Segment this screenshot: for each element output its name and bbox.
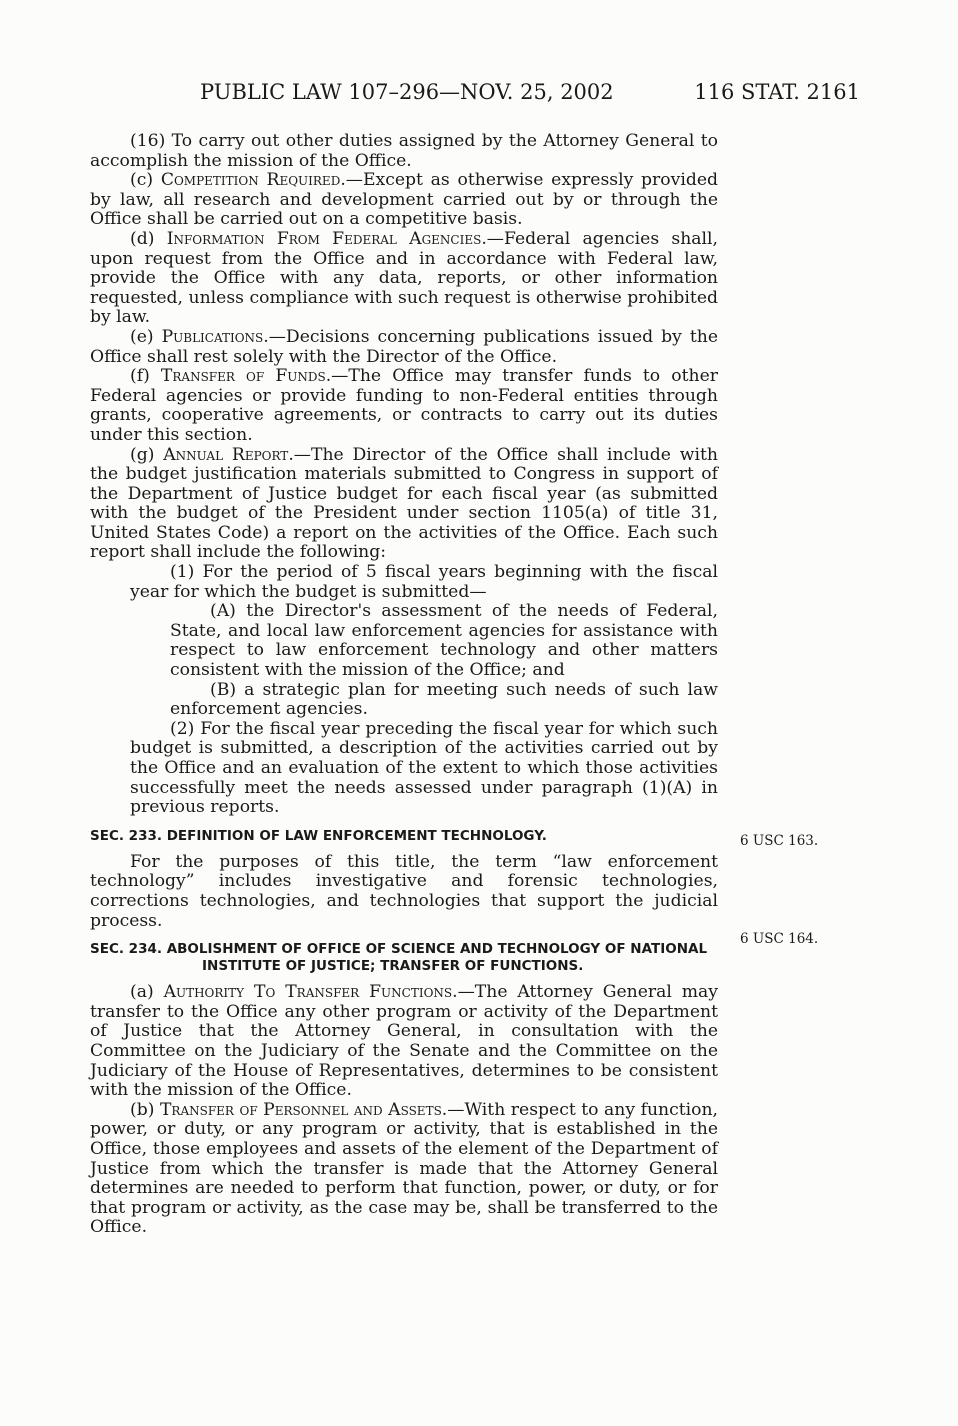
- public-law-citation: PUBLIC LAW 107–296—NOV. 25, 2002: [200, 80, 614, 104]
- document-body: [90, 132, 718, 1238]
- paragraph-g1: (1) For the period of 5 fiscal years beginning with the fiscal year for which the budget is submitted—: [130, 562, 718, 602]
- subparagraph-g1B: (B) a strategic plan for meeting such needs of such law enforcement agencies.: [170, 679, 718, 720]
- subparagraph-g1A: (A) the Director's assessment of the needs of Federal, State, and local law enforcement agencies for assistance with respect to law enforcement technology and other matters consistent with the mission of the Office; and: [170, 601, 718, 681]
- subsection-e: (e) Publications.—Decisions concerning publications issued by the Office shall rest solely with the Director of the Office.: [90, 326, 719, 367]
- section-233-heading: SEC. 233. DEFINITION OF LAW ENFORCEMENT TECHNOLOGY.: [90, 827, 547, 844]
- section-233-text: For the purposes of this title, the term “law enforcement technology” includes investigative and forensic technologies, corrections technologies, and technologies that support the judicial process.: [90, 851, 718, 931]
- paragraph-g2: (2) For the fiscal year preceding the fiscal year for which such budget is submitted, a description of the activities carried out by the Office and an evaluation of the extent to which those activities successfully meet the needs assessed under paragraph (1)(A) in previous reports.: [130, 718, 718, 818]
- margin-note-6-usc-164: 6 USC 164.: [740, 931, 819, 947]
- subsection-g: (g) Annual Report.—The Director of the Office shall include with the budget justification materials submitted to Congress in support of the Department of Justice budget for each fiscal year (as submitted with the budget of the President under section 1105(a) of title 31, United States Code) a report on the activities of the Office. Each such report shall include the following:: [90, 444, 718, 563]
- section-234-heading: SEC. 234. ABOLISHMENT OF OFFICE OF SCIENCE AND TECHNOLOGY OF NATIONAL INSTITUTE OF JUSTICE; TRANSFER OF FUNCTIONS.: [90, 941, 708, 975]
- section-234-a-heading: Authority To Transfer Functions: [163, 982, 453, 1003]
- section-234-subsection-a: (a) Authority To Transfer Functions.—The Attorney General may transfer to the Office any other program or activity of the Department of Justice that the Attorney General, in consultation with the Committee on the Judiciary of the Senate and the Committee on the Judiciary of the House of Representatives, determines to be consistent with the mission of the Office.: [90, 982, 718, 1101]
- subsection-f-heading: Transfer of Funds: [160, 366, 326, 387]
- subsection-f: (f) Transfer of Funds.—The Office may transfer funds to other Federal agencies or provide funding to non-Federal entities through grants, cooperative agreements, or contracts to carry out its duties under this section.: [90, 366, 718, 445]
- subsection-d-heading: Information From Federal Agencies: [166, 228, 482, 249]
- subsection-g-heading: Annual Report: [163, 444, 289, 465]
- statute-page-number: 116 STAT. 2161: [694, 80, 860, 104]
- paragraph-16: (16) To carry out other duties assigned by the Attorney General to accomplish the mission of the Office.: [90, 131, 718, 171]
- subsection-d: (d) Information From Federal Agencies.—Federal agencies shall, upon request from the Office and in accordance with Federal law, provide the Office with any data, reports, or other information requested, unless compliance with such request is otherwise prohibited by law.: [90, 228, 718, 328]
- section-234-b-heading: Transfer of Personnel and Assets: [159, 1099, 442, 1120]
- subsection-c-heading: Competition Required: [160, 170, 341, 191]
- subsection-c: (c) Competition Required.—Except as otherwise expressly provided by law, all research and development carried out by or through the Office shall be carried out on a competitive basis.: [90, 170, 718, 230]
- subsection-e-heading: Publications: [161, 326, 264, 347]
- section-234-subsection-b: (b) Transfer of Personnel and Assets.—With respect to any function, power, or duty, or any program or activity, that is established in the Office, those employees and assets of the element of the Department of Justice from which the transfer is made that the Attorney General determines are needed to perform that function, power, or duty, or for that program or activity, as the case may be, shall be transferred to the Office.: [90, 1099, 718, 1238]
- margin-note-6-usc-163: 6 USC 163.: [740, 833, 819, 849]
